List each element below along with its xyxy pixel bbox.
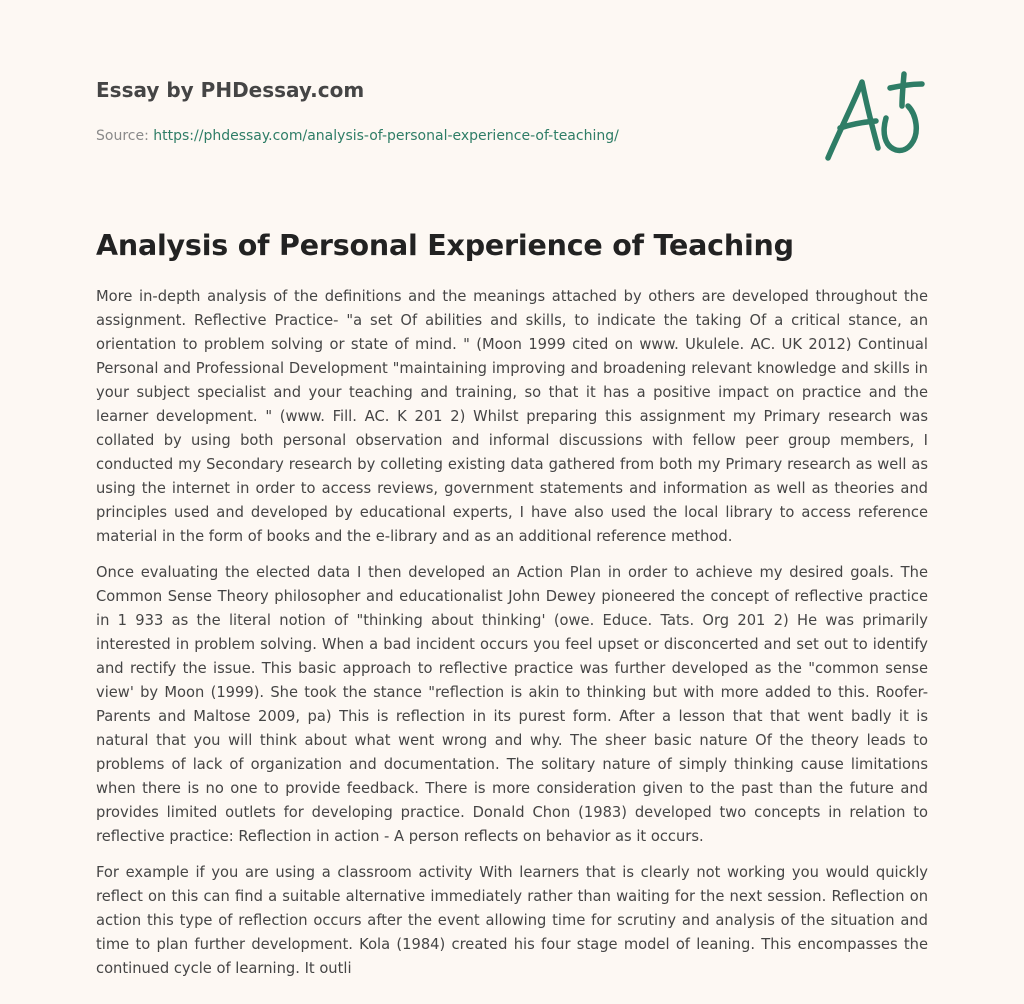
site-brand: Essay by PHDessay.com [96,78,365,102]
source-link[interactable]: https://phdessay.com/analysis-of-personal-experience-of-teaching/ [153,128,619,144]
article-paragraph: For example if you are using a classroom activity With learners that is clearly not working you would quickly reflect on this can find a suitable alternative immediately rather than waiting for the next session. Reflection on action this type of reflection occurs after the event allowing time for scrutiny and analysis of the situation and time to plan further development. Kola (1984) created his four stage model of leaning. This encompasses the continued cycle of learning. It outli [96,864,928,977]
source-line [96,126,796,146]
a-plus-grade-icon [818,66,930,166]
article-body [96,285,928,993]
essay-header [96,76,796,146]
article-paragraph: More in-depth analysis of the definitions and the meanings attached by others are developed throughout the assignment. Reflective Practice- "a set Of abilities and skills, to indicate the taking Of a critical stance, an orientation to problem solving or state of mind. " (Moon 1999 cited on www. Ukulele. AC. UK 2012) Continual Personal and Professional Development "maintaining improving and broadening relevant knowledge and skills in your subject specialist and your teaching and training, so that it has a positive impact on practice and the learner development. " (www. Fill. AC. K 201 2) Whilst preparing this assignment my Primary research was collated by using both personal observation and informal discussions with fellow peer group members, I conducted my Secondary research by colleting existing data gathered from both my Primary research as well as using the internet in order to access reviews, government statements and information as well as theories and principles used and developed by educational experts, I have also used the local library to access reference material in the form of books and the e-library and as an additional reference method. [96,288,928,545]
source-label: Source: [96,128,154,144]
article-title: Analysis of Personal Experience of Teaching [96,229,794,262]
article-paragraph: Once evaluating the elected data I then developed an Action Plan in order to achieve my desired goals. The Common Sense Theory philosopher and educationalist John Dewey pioneered the concept of reflective practice in 1 933 as the literal notion of "thinking about thinking' (owe. Educe. Tats. Org 201 2) He was primarily interested in problem solving. When a bad incident occurs you feel upset or disconcerted and set out to identify and rectify the issue. This basic approach to reflective practice was further developed as the "common sense view' by Moon (1999). She took the stance "reflection is akin to thinking but with more added to this. Roofer-Parents and Maltose 2009, pa) This is reflection in its purest form. After a lesson that that went badly it is natural that you will think about what went wrong and why. The sheer basic nature Of the theory leads to problems of lack of organization and documentation. The solitary nature of simply thinking cause limitations when there is no one to provide feedback. There is more consideration given to the past than the future and provides limited outlets for developing practice. Donald Chon (1983) developed two concepts in relation to reflective practice: Reflection in action - A person reflects on behavior as it occurs. [96,564,928,845]
